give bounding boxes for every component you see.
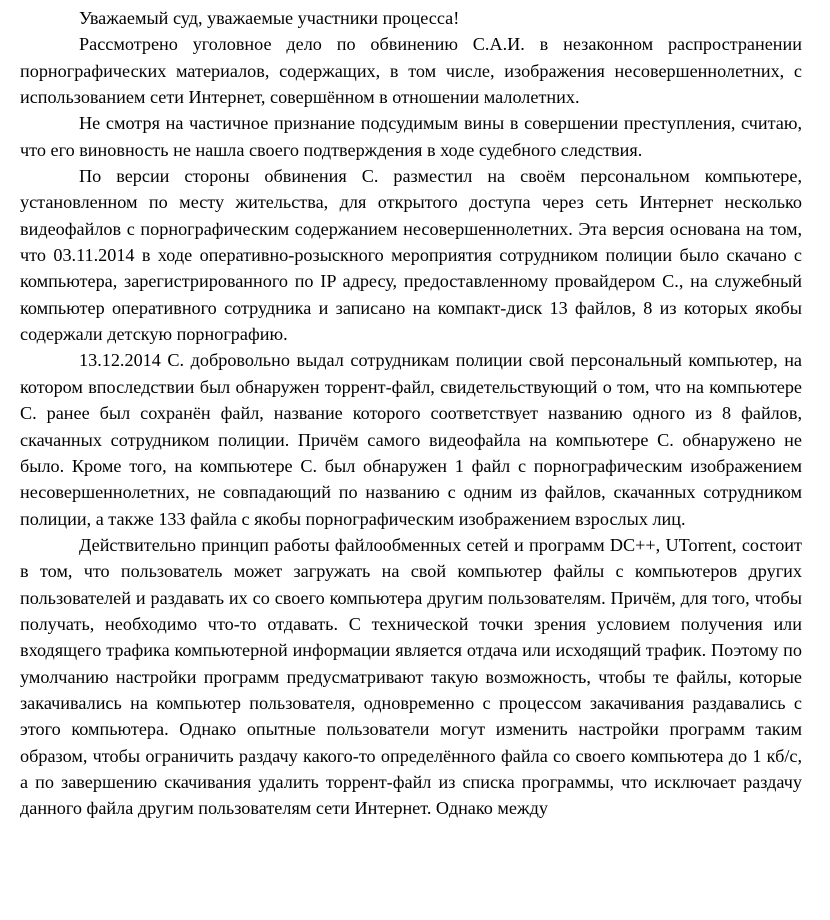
paragraph-file-sharing-principle: Действительно принцип работы файлообменных сетей и программ DC++, UTorrent, состоит в том, что пользователь может загружать на свой компьютер файлы с компьютеров других пользователей и раздавать их со своего компьютера другим пользователям. Причём, для того, чтобы получать, необходимо что-то отдавать. С технической точки зрения условием получения или входящего трафика компьютерной информации является отдача или исходящий трафик. Поэтому по умолчанию настройки программ предусматривают такую возможность, чтобы те файлы, которые закачивались на компьютер пользователя, одновременно с процессом закачивания раздавались с этого компьютера. Однако опытные пользователи могут изменить настройки программ таким образом, чтобы ограничить раздачу какого-то определённого файла со своего компьютера до 1 кб/с, а по завершению скачивания удалить торрент-файл из списка программы, что исключает раздачу данного файла другим пользователям сети Интернет. Однако между [20,534,802,819]
document-body [20,5,802,822]
paragraph-guilt-not-proven: Не смотря на частичное признание подсудимым вины в совершении преступления, считаю, что его виновность не нашла своего подтверждения в ходе судебного следствия. [20,113,802,160]
paragraph-case-summary: Рассмотрено уголовное дело по обвинению С.А.И. в незаконном распространении порнографических материалов, содержащих, в том числе, изображения несовершеннолетних, с использованием сети Интернет, совершённом в отношении малолетних. [20,34,802,108]
paragraph-computer-seizure: 13.12.2014 С. добровольно выдал сотрудникам полиции свой персональный компьютер, на котором впоследствии был обнаружен торрент-файл, свидетельствующий о том, что на компьютере С. ранее был сохранён файл, название которого соответствует названию одного из 8 файлов, скачанных сотрудником полиции. Причём самого видеофайла на компьютере С. обнаружено не было. Кроме того, на компьютере С. был обнаружен 1 файл с порнографическим изображением несовершеннолетних, не совпадающий по названию с одним из файлов, скачанных сотрудником полиции, а также 133 файла с якобы порнографическим изображением взрослых лиц. [20,350,802,529]
paragraph-prosecution-version: По версии стороны обвинения С. разместил на своём персональном компьютере, установленном по месту жительства, для открытого доступа через сеть Интернет несколько видеофайлов с порнографическим содержанием несовершеннолетних. Эта версия основана на том, что 03.11.2014 в ходе оперативно-розыскного мероприятия сотрудником полиции было скачано с компьютера, зарегистрированного по IP адресу, предоставленному провайдером С., на служебный компьютер оперативного сотрудника и записано на компакт-диск 13 файлов, 8 из которых якобы содержали детскую порнографию. [20,166,802,345]
greeting-paragraph: Уважаемый суд, уважаемые участники процесса! [79,8,460,28]
